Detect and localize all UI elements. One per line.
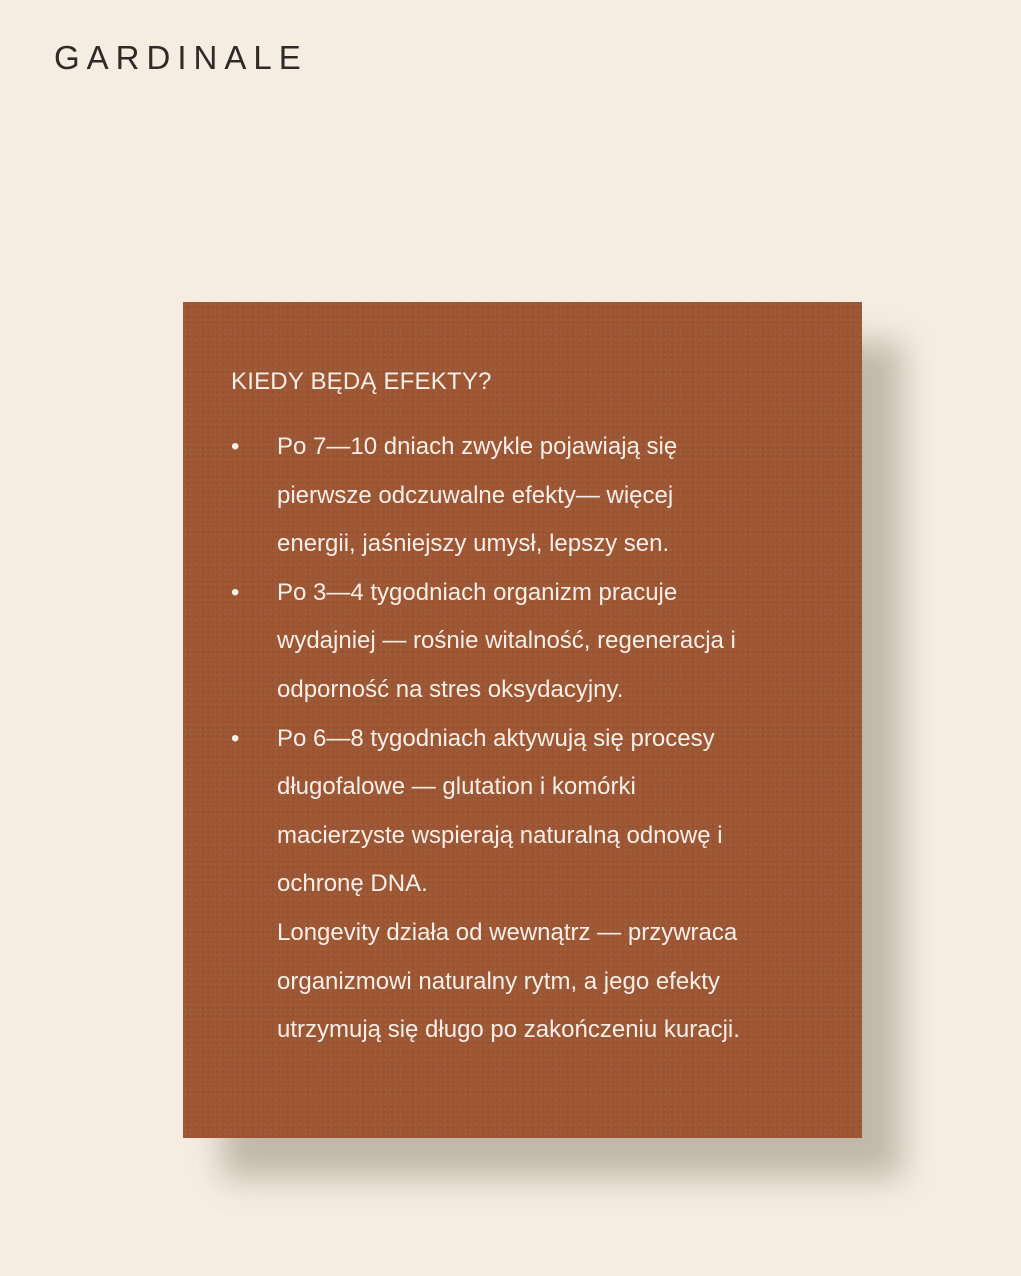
list-item-line: Po 3—4 tygodniach organizm pracuje bbox=[277, 578, 678, 606]
list-item-line: macierzyste wspierają naturalną odnowę i bbox=[277, 821, 723, 849]
info-card bbox=[183, 302, 862, 1138]
bullet-icon: • bbox=[231, 433, 240, 460]
card-content bbox=[231, 423, 851, 1055]
list-item-line: energii, jaśniejszy umysł, lepszy sen. bbox=[277, 530, 670, 558]
list-item-line: Po 7—10 dniach zwykle pojawiają się bbox=[277, 433, 678, 460]
closing-line: organizmowi naturalny rytm, a jego efekty bbox=[277, 967, 720, 995]
brand-logo: GARDINALE bbox=[54, 39, 308, 76]
list-item bbox=[231, 569, 851, 715]
list-item-line: odporność na stres oksydacyjny. bbox=[277, 675, 624, 703]
list-item-line: Po 6—8 tygodniach aktywują się procesy bbox=[277, 724, 715, 752]
list-item-line: długofalowe — glutation i komórki bbox=[277, 773, 636, 801]
closing-paragraph bbox=[231, 909, 851, 1055]
card-title: KIEDY BĘDĄ EFEKTY? bbox=[231, 368, 492, 395]
list-item-line: ochronę DNA. bbox=[277, 870, 428, 898]
list-item-line: pierwsze odczuwalne efekty— więcej bbox=[277, 481, 674, 509]
closing-line: utrzymują się długo po zakończeniu kuracji. bbox=[277, 1016, 740, 1044]
closing-line: Longevity działa od wewnątrz — przywraca bbox=[277, 918, 738, 946]
list-item bbox=[231, 423, 851, 569]
list-item bbox=[231, 715, 851, 909]
bullet-icon: • bbox=[231, 724, 240, 752]
list-item-line: wydajniej — rośnie witalność, regeneracja i bbox=[277, 627, 736, 655]
bullet-icon: • bbox=[231, 578, 240, 606]
